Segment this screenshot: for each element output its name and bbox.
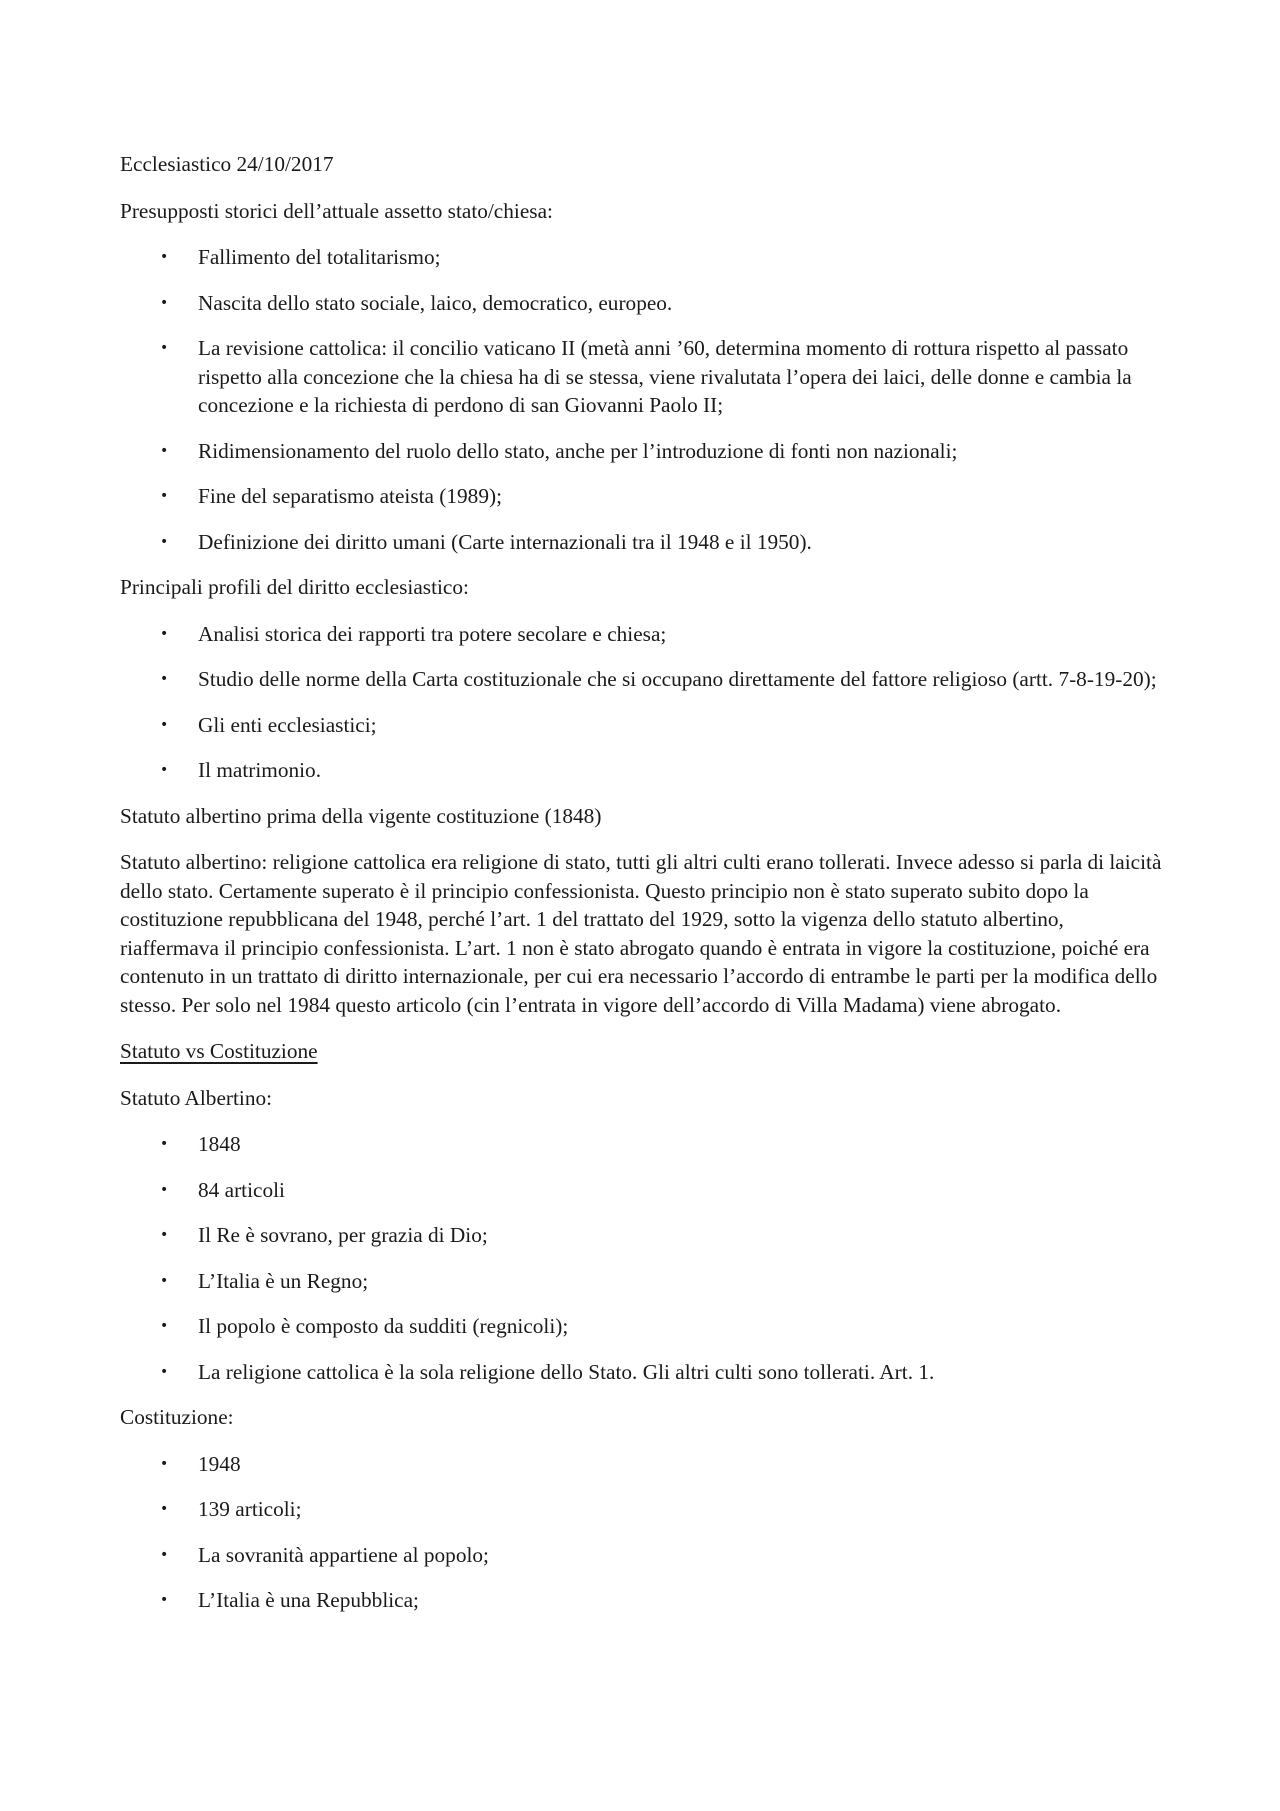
list-item: • Definizione dei diritto umani (Carte internazionali tra il 1948 e il 1950). — [120, 528, 1162, 557]
list-item: • Nascita dello stato sociale, laico, democratico, europeo. — [120, 289, 1162, 318]
bullet-icon: • — [160, 533, 169, 550]
bullet-list-presupposti — [120, 243, 1162, 556]
list-item: • 139 articoli; — [120, 1495, 1162, 1524]
comparison-heading-text: Statuto vs Costituzione — [120, 1039, 318, 1063]
list-item: • Fallimento del totalitarismo; — [120, 243, 1162, 272]
list-item: • Ridimensionamento del ruolo dello stato, anche per l’introduzione di fonti non nazionali; — [120, 437, 1162, 466]
list-item: • Il popolo è composto da sudditi (regnicoli); — [120, 1312, 1162, 1341]
bullet-icon: • — [160, 1592, 169, 1608]
bullet-icon: • — [160, 716, 169, 733]
bullet-icon: • — [160, 340, 169, 356]
bullet-icon: • — [160, 1136, 169, 1152]
section-heading-statuto-albertino: Statuto Albertino: — [120, 1085, 273, 1110]
list-item: • L’Italia è un Regno; — [120, 1267, 1162, 1296]
list-item: • Analisi storica dei rapporti tra potere secolare e chiesa; — [120, 620, 1162, 649]
list-item: • La revisione cattolica: il concilio vaticano II (metà anni ’60, determina momento di rottura rispetto al passato rispetto alla concezione che la chiesa ha di se stessa, viene rivalutata l’opera dei laici, delle donne e cambia la concezione e la richiesta di perdono di san Giovanni Paolo II; — [160, 336, 1132, 417]
bullet-icon: • — [160, 1272, 169, 1289]
bullet-icon: • — [160, 762, 169, 778]
statuto-heading-line: Statuto albertino prima della vigente costituzione (1848) — [120, 803, 602, 828]
bullet-icon: • — [160, 1318, 169, 1334]
bullet-icon: • — [160, 1227, 169, 1243]
bullet-icon: • — [160, 625, 169, 642]
bullet-icon: • — [160, 1181, 169, 1198]
list-item: • La religione cattolica è la sola religione dello Stato. Gli altri culti sono tollerati. Art. 1. — [120, 1358, 1162, 1387]
bullet-icon: • — [160, 294, 169, 311]
bullet-icon: • — [160, 1363, 169, 1380]
bullet-icon: • — [160, 671, 169, 687]
document-page — [120, 150, 1162, 1632]
list-item: • L’Italia è una Repubblica; — [120, 1586, 1162, 1615]
bullet-list-statuto-albertino — [120, 1130, 1162, 1386]
bullet-list-profili — [120, 620, 1162, 785]
list-item: • 84 articoli — [120, 1176, 1162, 1205]
bullet-icon: • — [160, 442, 169, 459]
bullet-icon: • — [160, 1455, 169, 1472]
section-heading-costituzione: Costituzione: — [120, 1405, 234, 1429]
section-heading-presupposti: Presupposti storici dell’attuale assetto stato/chiesa: — [120, 198, 553, 223]
comparison-heading — [120, 1037, 1162, 1066]
bullet-icon: • — [160, 1501, 169, 1517]
document-title: Ecclesiastico 24/10/2017 — [120, 152, 334, 176]
bullet-list-costituzione — [120, 1450, 1162, 1615]
list-item: • Studio delle norme della Carta costituzionale che si occupano direttamente del fattore religioso (artt. 7-8-19-20); — [120, 665, 1162, 694]
bullet-icon: • — [160, 249, 169, 265]
bullet-icon: • — [160, 488, 169, 504]
list-item: • 1948 — [120, 1450, 1162, 1479]
bullet-icon: • — [160, 1546, 169, 1563]
list-item: • Il matrimonio. — [120, 756, 1162, 785]
list-item: • Il Re è sovrano, per grazia di Dio; — [120, 1221, 1162, 1250]
section-heading-profili: Principali profili del diritto ecclesiastico: — [120, 575, 469, 599]
list-item: • 1848 — [120, 1130, 1162, 1159]
list-item: • La sovranità appartiene al popolo; — [120, 1541, 1162, 1570]
statuto-paragraph: Statuto albertino: religione cattolica era religione di stato, tutti gli altri culti erano tollerati. Invece adesso si parla di laicità dello stato. Certamente superato è il principio confessionista. Questo principio non è stato superato subito dopo la costituzione repubblicana del 1948, perché l’art. 1 del trattato del 1929, sotto la vigenza dello statuto albertino, riaffermava il principio confessionista. L’art. 1 non è stato abrogato quando è entrata in vigore la costituzione, poiché era contenuto in un trattato di diritto internazionale, per cui era necessario l’accordo di entrambe le parti per la modifica dello stesso. Per solo nel 1984 questo articolo (cin l’entrata in vigore dell’accordo di Villa Madama) viene abrogato. — [120, 850, 1162, 1017]
list-item: • Gli enti ecclesiastici; — [120, 711, 1162, 740]
list-item: • Fine del separatismo ateista (1989); — [120, 482, 1162, 511]
